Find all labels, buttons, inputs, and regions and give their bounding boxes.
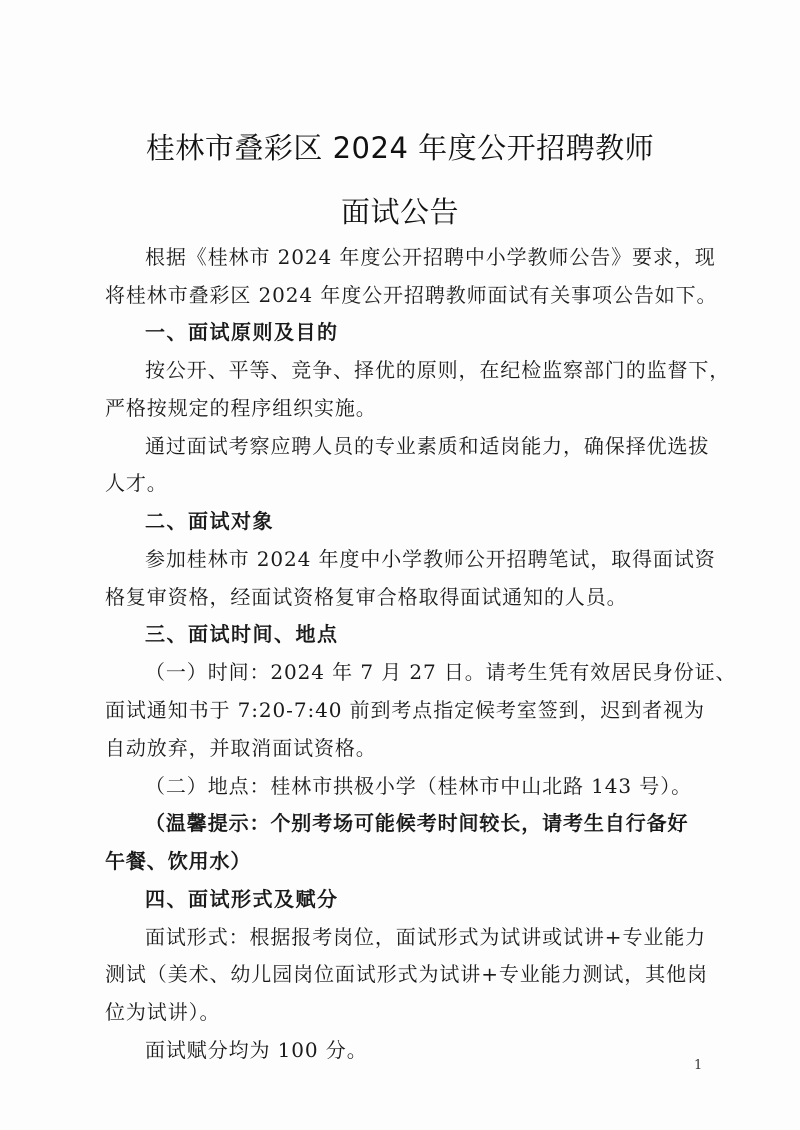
section2-para1-line2: 格复审资格，经面试资格复审合格取得面试通知的人员。 — [105, 585, 628, 609]
document-title-line1: 桂林市叠彩区 2024 年度公开招聘教师 — [145, 131, 655, 165]
section1-para1-line2: 严格按规定的程序组织实施。 — [105, 396, 377, 420]
section3-tip-line1: （温馨提示：个别考场可能候考时间较长，请考生自行备好 — [145, 811, 689, 835]
section4-form-line2: 测试（美术、幼儿园岗位面试形式为试讲+专业能力测试，其他岗 — [105, 962, 708, 986]
section4-form-line3: 位为试讲）。 — [105, 1000, 221, 1024]
section3-tip-line2: 午餐、饮用水） — [105, 849, 252, 873]
section1-heading: 一、面试原则及目的 — [145, 320, 339, 344]
section2-heading: 二、面试对象 — [145, 509, 274, 533]
section1-para1-line1: 按公开、平等、竞争、择优的原则，在纪检监察部门的监督下， — [145, 358, 731, 382]
section3-time-line2: 面试通知书于 7:20-7:40 前到考点指定候考室签到，迟到者视为 — [105, 698, 705, 722]
section2-para1-line1: 参加桂林市 2024 年度中小学教师公开招聘笔试，取得面试资 — [145, 547, 716, 571]
section1-para2-line1: 通过面试考察应聘人员的专业素质和适岗能力，确保择优选拔 — [145, 434, 710, 458]
intro-line-2: 将桂林市叠彩区 2024 年度公开招聘教师面试有关事项公告如下。 — [105, 283, 718, 307]
section3-location: （二）地点：桂林市拱极小学（桂林市中山北路 143 号）。 — [145, 774, 692, 798]
document-title-line2: 面试公告 — [340, 195, 459, 229]
section3-time-line1: （一）时间：2024 年 7 月 27 日。请考生凭有效居民身份证、 — [145, 660, 737, 684]
section3-time-line3: 自动放弃，并取消面试资格。 — [105, 736, 377, 760]
section4-heading: 四、面试形式及赋分 — [145, 887, 339, 911]
intro-line-1: 根据《桂林市 2024 年度公开招聘中小学教师公告》要求，现 — [145, 245, 716, 269]
page-number: 1 — [694, 1058, 703, 1073]
section4-form-line1: 面试形式：根据报考岗位，面试形式为试讲或试讲+专业能力 — [145, 925, 707, 949]
section1-para2-line2: 人才。 — [105, 471, 168, 495]
section4-score: 面试赋分均为 100 分。 — [145, 1038, 368, 1062]
section3-heading: 三、面试时间、地点 — [145, 622, 339, 646]
